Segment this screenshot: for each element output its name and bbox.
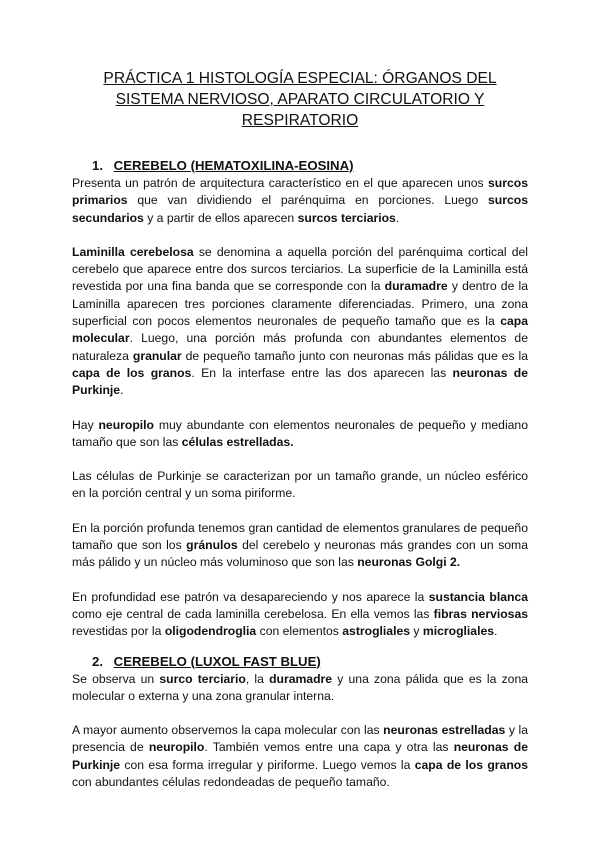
term: surcos primarios — [72, 176, 528, 208]
section-number: 1. — [92, 158, 103, 173]
section-title: CEREBELO (LUXOL FAST BLUE) — [113, 653, 321, 669]
paragraph — [72, 417, 528, 452]
term: células estrelladas. — [181, 434, 294, 449]
term: granular — [132, 348, 182, 363]
term: capa de los granos — [72, 365, 192, 380]
text-run: Hay — [72, 417, 99, 432]
title-line: SISTEMA NERVIOSO, APARATO CIRCULATORIO Y — [115, 91, 485, 108]
document-page — [72, 68, 528, 808]
term: duramadre — [384, 279, 448, 294]
term: neuronas de Purkinje — [72, 740, 528, 772]
text-run: con abundantes células redondeadas de pequeño tamaño. — [72, 775, 390, 790]
paragraph — [72, 520, 528, 572]
title-line: RESPIRATORIO — [241, 112, 359, 129]
section-heading — [72, 157, 528, 175]
text-run: . También vemos entre una capa y otra las — [204, 740, 454, 755]
text-run: del cerebelo y neuronas más grandes con un soma más pálido y un núcleo más voluminoso que son las — [72, 538, 528, 570]
section-heading — [72, 653, 528, 671]
paragraph — [72, 175, 528, 227]
term: sustancia blanca — [428, 589, 528, 604]
term: neuropilo — [148, 740, 205, 755]
term: fibras nerviosas — [433, 606, 529, 621]
text-run: Se observa un — [72, 671, 160, 686]
term: neuropilo — [98, 417, 155, 432]
term: gránulos — [186, 538, 238, 553]
term: Laminilla cerebelosa — [72, 244, 194, 259]
term: capa molecular — [72, 314, 528, 346]
text-run: . — [395, 210, 400, 225]
term: astrogliales — [342, 624, 411, 639]
text-run: . — [494, 624, 498, 639]
term: oligodendroglia — [164, 624, 257, 639]
paragraph — [72, 671, 528, 706]
text-run: de pequeño tamaño junto con neuronas más pálidas que es la — [181, 348, 528, 363]
term: neuronas Golgi 2. — [357, 555, 461, 570]
text-run: que van dividiendo el parénquima en porciones. Luego — [127, 193, 489, 208]
text-run: se denomina a aquella porción del parénquima cortical del cerebelo que aparece entre dos surcos terciarios. La superficie de la Laminilla está revestida por una fina banda que se corresponde con la — [72, 244, 528, 294]
text-run: muy abundante con elementos neuronales de pequeño y mediano tamaño que son las — [72, 417, 528, 449]
text-run: , la — [245, 671, 270, 686]
text-run: . — [120, 383, 124, 398]
document-title — [72, 68, 528, 131]
text-run: y — [410, 624, 423, 639]
text-run: . En la interfase entre las dos aparecen las — [191, 365, 453, 380]
paragraph — [72, 244, 528, 400]
text-run: y la presencia de — [72, 723, 528, 755]
text-run: y a partir de ellos aparecen — [143, 210, 298, 225]
text-run: . Luego, una porción más profunda con abundantes elementos de naturaleza — [72, 331, 528, 363]
term: capa de los granos — [414, 757, 528, 772]
text-run: Presenta un patrón de arquitectura característico en el que aparecen unos — [72, 176, 489, 190]
term: surcos terciarios — [297, 210, 396, 225]
term: neuronas estrelladas — [383, 723, 506, 738]
text-run: y una zona pálida que es la zona molecular o externa y una zona granular interna. — [72, 671, 528, 703]
term: duramadre — [269, 671, 333, 686]
title-line: PRÁCTICA 1 HISTOLOGÍA ESPECIAL: ÓRGANOS DEL — [103, 70, 497, 87]
text-run: con elementos — [256, 624, 343, 639]
term: surco terciario — [159, 671, 246, 686]
term: surcos secundarios — [72, 193, 528, 225]
paragraph — [72, 722, 528, 791]
text-run: En profundidad ese patrón va desapareciendo y nos aparece la — [72, 589, 429, 604]
section-title: CEREBELO (HEMATOXILINA-EOSINA) — [113, 158, 354, 173]
term: neuronas de Purkinje — [72, 365, 528, 398]
text-run: A mayor aumento observemos la capa molecular con las — [72, 723, 384, 738]
paragraph — [72, 589, 528, 641]
term: microgliales — [422, 624, 495, 639]
text-run: y dentro de la Laminilla aparecen tres porciones claramente diferenciadas. Primero, una zona superficial con pocos elementos neuronales de pequeño tamaño que es la — [72, 279, 528, 329]
paragraph: Las células de Purkinje se caracterizan por un tamaño grande, un núcleo esférico en la porción central y un soma piriforme. — [72, 469, 528, 501]
text-run: con esa forma irregular y piriforme. Luego vemos la — [120, 757, 415, 772]
text-run: En la porción profunda tenemos gran cantidad de elementos granulares de pequeño tamaño que son los — [72, 520, 528, 553]
text-run: revestidas por la — [72, 624, 165, 639]
text-run: como eje central de cada laminilla cerebelosa. En ella vemos las — [72, 606, 434, 621]
section-number: 2. — [92, 653, 103, 669]
